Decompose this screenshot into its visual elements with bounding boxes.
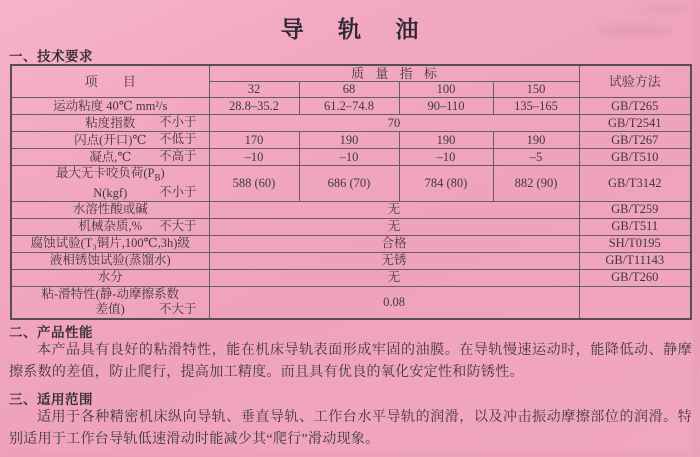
value-cell: 686 (70) xyxy=(299,166,399,202)
span-value-cell: 无锈 xyxy=(209,252,579,269)
section-heading-technical-requirements: 一、技术要求 xyxy=(9,49,93,64)
method-cell: SH/T0195 xyxy=(579,235,691,252)
grade-100: 100 xyxy=(399,82,493,98)
row-label xyxy=(11,98,209,115)
page-title: 导 轨 油 xyxy=(280,16,420,42)
row-label-text: 腐蚀试验(T₃铜片,100℃,3h)级 xyxy=(30,236,190,250)
row-label-text: 粘度指数 xyxy=(85,115,136,130)
value-cell: –10 xyxy=(399,149,493,166)
row-label-text: 机械杂质,% xyxy=(78,219,143,233)
row-label-text: 凝点,℃ xyxy=(89,149,132,164)
row-label xyxy=(11,132,209,149)
row-label xyxy=(11,235,209,252)
row-label xyxy=(11,166,209,202)
value-cell: 190 xyxy=(299,132,399,149)
row-qualifier: 不大于 xyxy=(158,302,197,316)
table-row-mechanical-impurities xyxy=(11,218,691,235)
table-row-water-content xyxy=(11,269,691,286)
method-cell xyxy=(579,286,691,319)
method-cell: GB/T259 xyxy=(579,201,691,218)
row-qualifier: 不小于 xyxy=(158,184,197,199)
row-qualifier: 不高于 xyxy=(158,149,197,163)
span-value-cell: 合格 xyxy=(209,235,579,252)
table-row-max-load xyxy=(11,166,691,202)
scan-edge-shadow xyxy=(693,0,700,457)
scan-edge-shadow xyxy=(0,452,700,457)
table-row-water-soluble-acid xyxy=(11,201,691,218)
method-cell: GB/T11143 xyxy=(579,252,691,269)
value-cell: 784 (80) xyxy=(399,166,493,202)
value-cell: 190 xyxy=(399,132,493,149)
row-label xyxy=(11,149,209,166)
table-row-pour-point xyxy=(11,149,691,166)
table-row-flash-point xyxy=(11,132,691,149)
row-qualifier: 不小于 xyxy=(158,115,197,129)
spec-table xyxy=(10,64,692,320)
value-cell: –10 xyxy=(299,149,399,166)
row-label-text: 最大无卡咬负荷$(P_B)$ N(kgf) xyxy=(55,166,165,200)
span-value-cell: 70 xyxy=(209,115,579,132)
method-cell: GB/T2541 xyxy=(579,115,691,132)
span-value-cell: 无 xyxy=(209,269,579,286)
column-header-test-method: 试验方法 xyxy=(579,65,691,98)
method-cell: GB/T260 xyxy=(579,269,691,286)
section-heading-product-performance: 二、产品性能 xyxy=(9,325,93,340)
row-label-text: 水分 xyxy=(97,270,123,284)
row-label-text: 水溶性酸或碱 xyxy=(72,202,148,216)
row-label xyxy=(11,252,209,269)
column-header-item: 项 目 xyxy=(11,65,209,98)
value-cell: 61.2–74.8 xyxy=(299,98,399,115)
row-label-text: 液相锈蚀试验(蒸馏水) xyxy=(49,253,171,267)
method-cell: GB/T267 xyxy=(579,132,691,149)
span-value-cell: 0.08 xyxy=(209,286,579,319)
value-cell: 90–110 xyxy=(399,98,493,115)
grade-68: 68 xyxy=(299,82,399,98)
value-cell: 882 (90) xyxy=(493,166,579,202)
table-row-viscosity xyxy=(11,98,691,115)
application-scope-paragraph: 适用于各种精密机床纵向导轨、垂直导轨、工作台水平导轨的润滑，以及冲击振动摩擦部位的润滑。特别适用于工作台导轨低速滑动时能减少其“爬行”滑动现象。 xyxy=(9,410,692,447)
method-cell: GB/T265 xyxy=(579,98,691,115)
table-row-corrosion-test xyxy=(11,235,691,252)
value-cell: 588 (60) xyxy=(209,166,299,202)
table-row-stick-slip xyxy=(11,286,691,319)
table-row-viscosity-index xyxy=(11,115,691,132)
method-cell: GB/T3142 xyxy=(579,166,691,202)
table-header-row xyxy=(11,65,691,82)
value-cell: –5 xyxy=(493,149,579,166)
row-label-text: 运动粘度 40℃ mm²/s xyxy=(53,98,168,113)
value-cell: 135–165 xyxy=(493,98,579,115)
row-label xyxy=(11,201,209,218)
value-cell: –10 xyxy=(209,149,299,166)
method-cell: GB/T510 xyxy=(579,149,691,166)
value-cell: 170 xyxy=(209,132,299,149)
row-label-text: 粘-滑特性(静-动摩擦系数 差值) xyxy=(41,287,179,317)
method-cell: GB/T511 xyxy=(579,218,691,235)
row-label xyxy=(11,286,209,319)
span-value-cell: 无 xyxy=(209,218,579,235)
product-performance-paragraph: 本产品具有良好的粘滑特性，能在机床导轨表面形成牢固的油膜。在导轨慢速运动时，能降低动、静摩擦系数的差值，防止爬行，提高加工精度。而且具有优良的氧化安定性和防锈性。 xyxy=(9,343,692,380)
row-qualifier: 不低于 xyxy=(158,132,197,146)
grade-150: 150 xyxy=(493,82,579,98)
row-label xyxy=(11,115,209,132)
value-cell: 190 xyxy=(493,132,579,149)
column-header-quality-index: 质 量 指 标 xyxy=(209,65,579,82)
span-value-cell: 无 xyxy=(209,201,579,218)
table-row-rust-test xyxy=(11,252,691,269)
row-qualifier: 不大于 xyxy=(158,218,197,233)
grade-32: 32 xyxy=(209,82,299,98)
value-cell: 28.8–35.2 xyxy=(209,98,299,115)
row-label xyxy=(11,269,209,286)
row-label-text: 闪点(开口)℃ xyxy=(74,132,147,147)
row-label xyxy=(11,218,209,235)
section-heading-application-scope: 三、适用范围 xyxy=(9,392,93,407)
